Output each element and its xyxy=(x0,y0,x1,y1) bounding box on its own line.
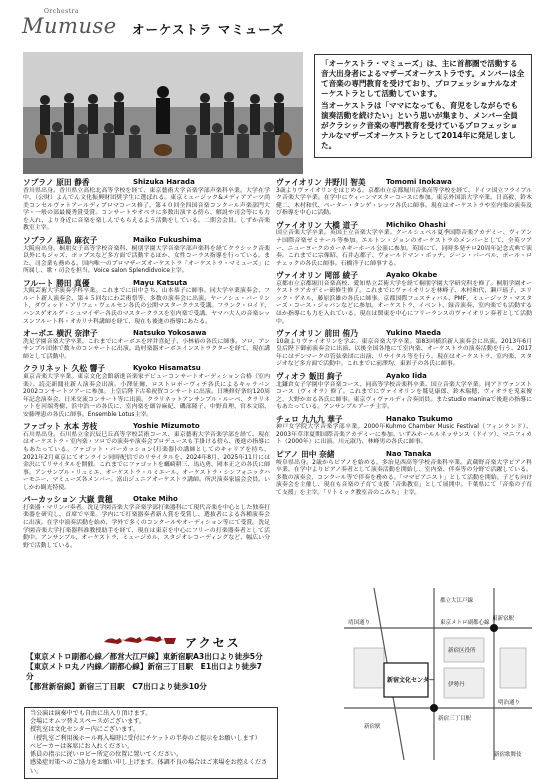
access-line-shinjuku: 【都営新宿線】新宿三丁目駅 C7出口より徒歩10分 xyxy=(26,682,207,692)
member-name: クラリネット 久松 響子 xyxy=(23,364,106,374)
members-right-column xyxy=(276,178,532,500)
access-line-fukutoshin: 【東京メトロ副都心線／都営大江戸線】東新宿駅A3出口より徒歩5分 xyxy=(26,652,263,661)
intro-box xyxy=(314,54,532,158)
member-roman-name: Kyoko Hisamatsu xyxy=(133,364,201,373)
member-katsuta xyxy=(23,279,270,326)
member-bio: 10歳よりヴァイオリンを学ぶ。東京音楽大学卒業。第83回横浜新人演奏会に出演。2013年6月皇后陛下御前演奏会に出演、以後全国各地にて室内楽、オーケストラの演奏活動を行う。2017年にはデンマークの管弦楽団に出演、リサイタル等を行う。現在はオーケストラ、室内楽、スタジオなど多方面で活動中。これまでに前澤均、東彩子の各氏に師事。 xyxy=(276,338,532,368)
access-title: アクセス xyxy=(185,636,241,650)
member-tanaka xyxy=(276,450,532,497)
member-name: パーカッション 大嶽 貴穂 xyxy=(23,495,113,505)
member-harada xyxy=(23,178,270,233)
notice-line: ベビーカーは客席にお入れください。 xyxy=(30,742,134,750)
access-directions xyxy=(26,652,266,692)
member-hisamatsu xyxy=(23,364,270,419)
notice-line: 当公演は演奏中でも自由に出入り頂けます。 xyxy=(30,710,152,717)
member-name: チェロ 九九九 華子 xyxy=(276,414,343,424)
notice-line: （授乳室ご利用後ホール再入場時に受付にチケットの半券のご提示をお願いします） xyxy=(30,734,261,742)
intro-paragraph-2: 当オーケストラは「ママになっても、育児をしながらでも演奏活動を続けたい」という思いが集まり、メンバー全員がクラシック音楽の専門教育を受けているプロフェッショナルなマザーズオーケストラとして2014年に発足しました。 xyxy=(321,101,519,151)
member-roman-name: Maiko Fukushima xyxy=(133,235,202,244)
member-roman-name: Michiko Ohashi xyxy=(386,220,446,229)
member-otake xyxy=(23,495,270,550)
map-label: 新宿区役所 xyxy=(448,648,476,654)
member-tsukumo xyxy=(276,415,532,447)
map-label: 靖国通り xyxy=(348,620,371,626)
member-yokosawa xyxy=(23,329,270,361)
page-title: オーケストラ マミューズ xyxy=(132,22,285,37)
member-name: ピアノ 田中 奈緒 xyxy=(276,449,335,459)
member-roman-name: Mayu Katsuta xyxy=(133,278,188,287)
member-roman-name: Yoshie Mizumoto xyxy=(133,422,200,431)
member-bio: 大阪芸術大学演奏学科卒業。これまでに田中さち、山本恭子に師事。同大学卒業演奏会、フルート新人演奏会、第４５回なにわ芸術祭等、多数の演奏会に出演。ヤーノシュ・バーリント、ダヴィッド・アリフェ・ヴェルセン各氏の公開マスタークラス受講。フランク・ロイド、ハンスゲオルグ・シュマイザー各氏のマスタークラスを室内楽で受講。ヤマハ大人の音楽レッスンフルート科・オカリナ科講師を経て、現在も後進の指導にあたる。 xyxy=(23,288,270,325)
notice-box xyxy=(24,707,278,779)
member-fukushima xyxy=(23,236,270,276)
notice-line: 係員の指示に従いロビー所定の位置に置いてください。 xyxy=(30,751,183,759)
map-label: 東新宿駅 xyxy=(492,616,515,622)
map-label: 東京メトロ副都心線 xyxy=(440,620,490,626)
member-bio: 岐阜県出身。2歳からピアノを始める。多治見西高等学校音楽科卒業。武蔵野音楽大学ピアノ科卒業。在学中よりピアノ奏者として演奏活動を開始し、室内楽、伴奏等の分野で活躍している。多数の演奏会、コンクール等で伴奏を務める。「ママピアニスト」として活動を開始。子ども向け演奏会を主催し、現在も音楽の子育て支援「音楽教室」として展開中。千葉県にて「音楽の子育て支援」を主宰。「リトミック教室音のこみち」主宰。 xyxy=(276,459,532,496)
map-label: 新宿駅 xyxy=(364,724,381,730)
member-roman-name: Natsuko Yokosawa xyxy=(133,329,207,338)
logo: Mumuse xyxy=(22,14,117,38)
member-bio: 打楽器・マリンバ奏者。洗足学園音楽大学音楽学部打楽器科にて現代音楽を中心とした独奏打楽器を研究し、首席で卒業。学内にて打楽器奏者新人賞を受賞し、選抜者による各種演奏会に出演。在学中演奏活動を始め、学外で多くのコンクールやオーディション等にて受賞。洗足学園音楽大学打楽器科准教授助手を経て、現在は東京を中心にフリーの打楽器奏者として活動中。アンサンブル、オーケストラ、ミュージカル、スタジオレコーディングなど、幅広い分野で活動している。 xyxy=(23,504,270,549)
notice-line: 授乳室は文化センター内にございます。 xyxy=(30,726,139,734)
map-label: 都立大江戸線 xyxy=(440,598,474,604)
reindeer-sleigh-icon xyxy=(102,628,178,648)
orchestra-photo-illustration xyxy=(23,52,303,174)
member-roman-name: Shizuka Harada xyxy=(133,178,195,186)
member-bio: 大阪府出身。桐朋女子高等学校音楽科、桐朋学園大学音楽学部声楽科を経てクラシック音楽以外にもジャズ、ポップスなど多方面で活動するほか、女性コーラス指導を行っている。また、司会業も務める。国内唯一のプロマザーズオーケストラ「オーケストラ・マミューズ」に所属し、歌・司会を担当。Voice salon Splendidvoice主宰。 xyxy=(23,245,270,275)
member-roman-name: Hanako Tsukumo xyxy=(386,414,453,423)
map-venue-label: 新宿文化センター xyxy=(387,677,435,684)
member-roman-name: Nao Tanaka xyxy=(386,449,432,458)
map-label: 伊勢丹 xyxy=(448,682,465,688)
notice-line: 会場にオムツ替えスペースがございます。 xyxy=(30,718,145,726)
notice-line: 感染症対策へのご協力をお願い申し上げます。体調不良の場合はご来場をお控えください。 xyxy=(30,759,268,775)
member-bio: 香川県出身。香川県立高松北高等学校を経て、東京藝術大学音楽学部声楽科卒業。大学在学中、（公財）よんでん文化振興財団奨学生に選ばれる。東京ミュージック&メディアアーツ尚美コンセルヴァトアールディプロマコース修了。第４０回全四国音楽コンクール声楽部門大学・一般の部最優秀賞受賞。コンサートやオペラに多数出演する傍ら、解説や司会等にも力を入れ、より身近に音楽を楽しんでもらえるよう活動をしている。二期会会員。しずか音楽教室主宰。 xyxy=(23,187,270,232)
member-bio: 東京音楽大学卒業。東京文化会館新進音楽家デビューコンサートオーディション合格（室内楽）。読売新聞社新人演奏会出演。小澤征爾、ロストロポーヴィチ各氏によるキャラバン2002コンサートツアーに参加。上皇后陛下古希祝賀コンサートに出演。日墺修好条約120周年記念演奏会、日米交流コンサート等に出演。クラリネットアンサンブル・ルーベ、クラリネットを河端秀樹、浜中浩一の各氏に、室内楽を細谷麻紀、磯部隆子、中野真理、宮本文昭、安藤理恵の各氏に師事。Ensemble Lotus主宰。 xyxy=(23,373,270,418)
map-label: 新宿三丁目駅 xyxy=(438,716,472,722)
member-iida xyxy=(276,372,532,412)
member-ohashi xyxy=(276,221,532,268)
member-roman-name: Otake Miho xyxy=(133,495,178,504)
member-bio: 洗足学園音楽大学卒業。これまでにオーボエを坪井喜紀子、小林裕の各氏に師事。ソロ、アンサンブル団体で数々のコンサートに出演。島村楽器オーボエインストラクターを経て、現在講師として活動中。 xyxy=(23,338,270,360)
member-name: ヴァイオリン 井野川 智美 xyxy=(276,178,366,187)
member-bio: 国立音楽大学卒業。英国王立音楽大学卒業。クールシュベル夏季国際音楽アカデミー、ヴィアンナ国際音楽ゼミナール等参加。エルトン・ジョンのオーケストラのメンバーとして、全英ツアー、ニューヨークのカーネギーホール公演に参加。英国にて、同時多発テロ20周年記念式典で演奏。これまでに宗像昭、石井志都子、ヴォールドマン・ボッチ、ジーン・バーベル、ポール・ロチェックの各氏に師事。石橋洋子に師事する。 xyxy=(276,230,532,267)
member-bio: 3歳よりヴァイオリンをはじめる。京都市立京都堀川音楽高等学校を経て、ドイツ国立フライブルク音楽大学卒業。在学中にウィーンマスターコースに参加。東京外国語大学卒業。日高毅、鈴木健二、木村和代、ペーター・タンゲ・レッツ各氏に師事。現在はオーケストラや室内楽の演奏及び指導を中心に活動。 xyxy=(276,187,532,217)
member-roman-name: Yukino Maeda xyxy=(386,329,441,338)
intro-paragraph-1: 「オーケストラ・マミューズ」は、主に首都圏で活動する音大出身者によるマザーズオーケストラです。メンバーは全て音楽の専門教育を受けており、プロフェッショナルなオーケストラとして活動しています。 xyxy=(321,59,525,99)
access-map xyxy=(344,588,532,760)
map-footer: 新宿歌舞伎 xyxy=(494,752,522,758)
member-bio: 北鎌倉女子学園中学音楽コース、同高等学校音楽科卒業。国立音楽大学卒業。同アドヴァンストコース（ヴィオラ）修了。これまでにヴァイオリンを鷲見康郎、鈴木瑞穂、ヴィオラを兎束俊之、大野かおる各氏に師事。東京ヴィヴァルディ合奏団員。またstudio maninaで後進の指導にもあたっている。アンサンブルアーチ主宰。 xyxy=(276,381,532,411)
member-maeda xyxy=(276,329,532,369)
member-okabe xyxy=(276,271,532,326)
logo-subtitle: Orchestra xyxy=(44,8,79,15)
member-roman-name: Ayako Okabe xyxy=(386,271,438,280)
member-name: ヴァイオリン 岡部 綾子 xyxy=(276,271,358,281)
member-inokawa xyxy=(276,178,532,218)
member-name: フルート 勝田 真優 xyxy=(23,278,90,288)
member-name: ソプラノ 原田 静香 xyxy=(23,178,90,187)
orchestra-photo xyxy=(23,52,303,174)
member-mizumoto xyxy=(23,422,270,492)
member-roman-name: Ayako Iida xyxy=(386,371,427,380)
member-name: オーボエ 横沢 奈津子 xyxy=(23,329,98,339)
member-name: ヴァイオリン 前田 侑乃 xyxy=(276,329,358,339)
member-name: ヴィオラ 飯田 絢子 xyxy=(276,371,343,381)
member-bio: 神戸女学院大学音楽学部卒業。2000年Kuhmo Chamber Music Festival（フィンランド）、2003年草津夏期国際音楽アカデミーに参加。いずみホールルネッサンス（ドイツ）、マニフィカト（2000年）に出演。川元淑乃、林峰男の各氏に師事。 xyxy=(276,424,532,446)
member-name: ヴァイオリン 大橋 道子 xyxy=(276,220,358,230)
member-name: ソプラノ 福島 麻衣子 xyxy=(23,235,98,245)
members-left-column xyxy=(23,178,270,553)
member-bio: 京都市立京都堀川音楽高校、愛知県立芸術大学を経て桐朋学園大学研究科を修了。桐朋学園オーケストラアカデミー研修生修了。これまでにヴァイオリンを林峰子、木村和代、瀬戸瑶子、エリック・ゲネル、藤原浜雄の各氏に師事。京都国際フェスティバル、PMF、ミュージック・マスターズ・コース・ジャパンなどに参加。オーケストラ、イベント、録音演奏、室内楽でも活動するほか指導にも力を入れている。現在は関東を中心にフリーランスのヴァイオリン奏者として活動中。 xyxy=(276,280,532,325)
access-line-marunouchi: 【東京メトロ丸ノ内線／副都心線】新宿三丁目駅 E1出口より徒歩7分 xyxy=(26,662,262,682)
member-roman-name: Tomomi Inokawa xyxy=(386,178,452,186)
member-name: ファゴット 水本 芳枝 xyxy=(23,422,98,432)
member-bio: 石川県出身。石川県立金沢辰巳丘高等学校芸術コース、東京藝術大学音楽学部を経て、現在はオーケストラ・室内楽・ソロでの演奏や演奏会プロデュースも手掛ける傍ら、後進の指導にもあたっている。ファゴット・パーカッション(打楽器)の講師としてのキャリアを持ち、2021年2月東京にてオンライン同時配信でのリサイタルを、2024年8月、2025年11月には金沢にてリサイタルを開催。これまでにファゴットを蠣崎耕三、馬込勇、岡本正之の各氏に師事。アンサンブル・リュミエ、オーケストラ・ルミエール、オーケストラ・シンフォニックハーモニー、マミューズ各メンバー。富山ジュニアオーケストラ講師。所沢演奏家協会会員。いしかわ観光特使。 xyxy=(23,431,270,491)
map-label: 明治通り xyxy=(498,700,521,706)
